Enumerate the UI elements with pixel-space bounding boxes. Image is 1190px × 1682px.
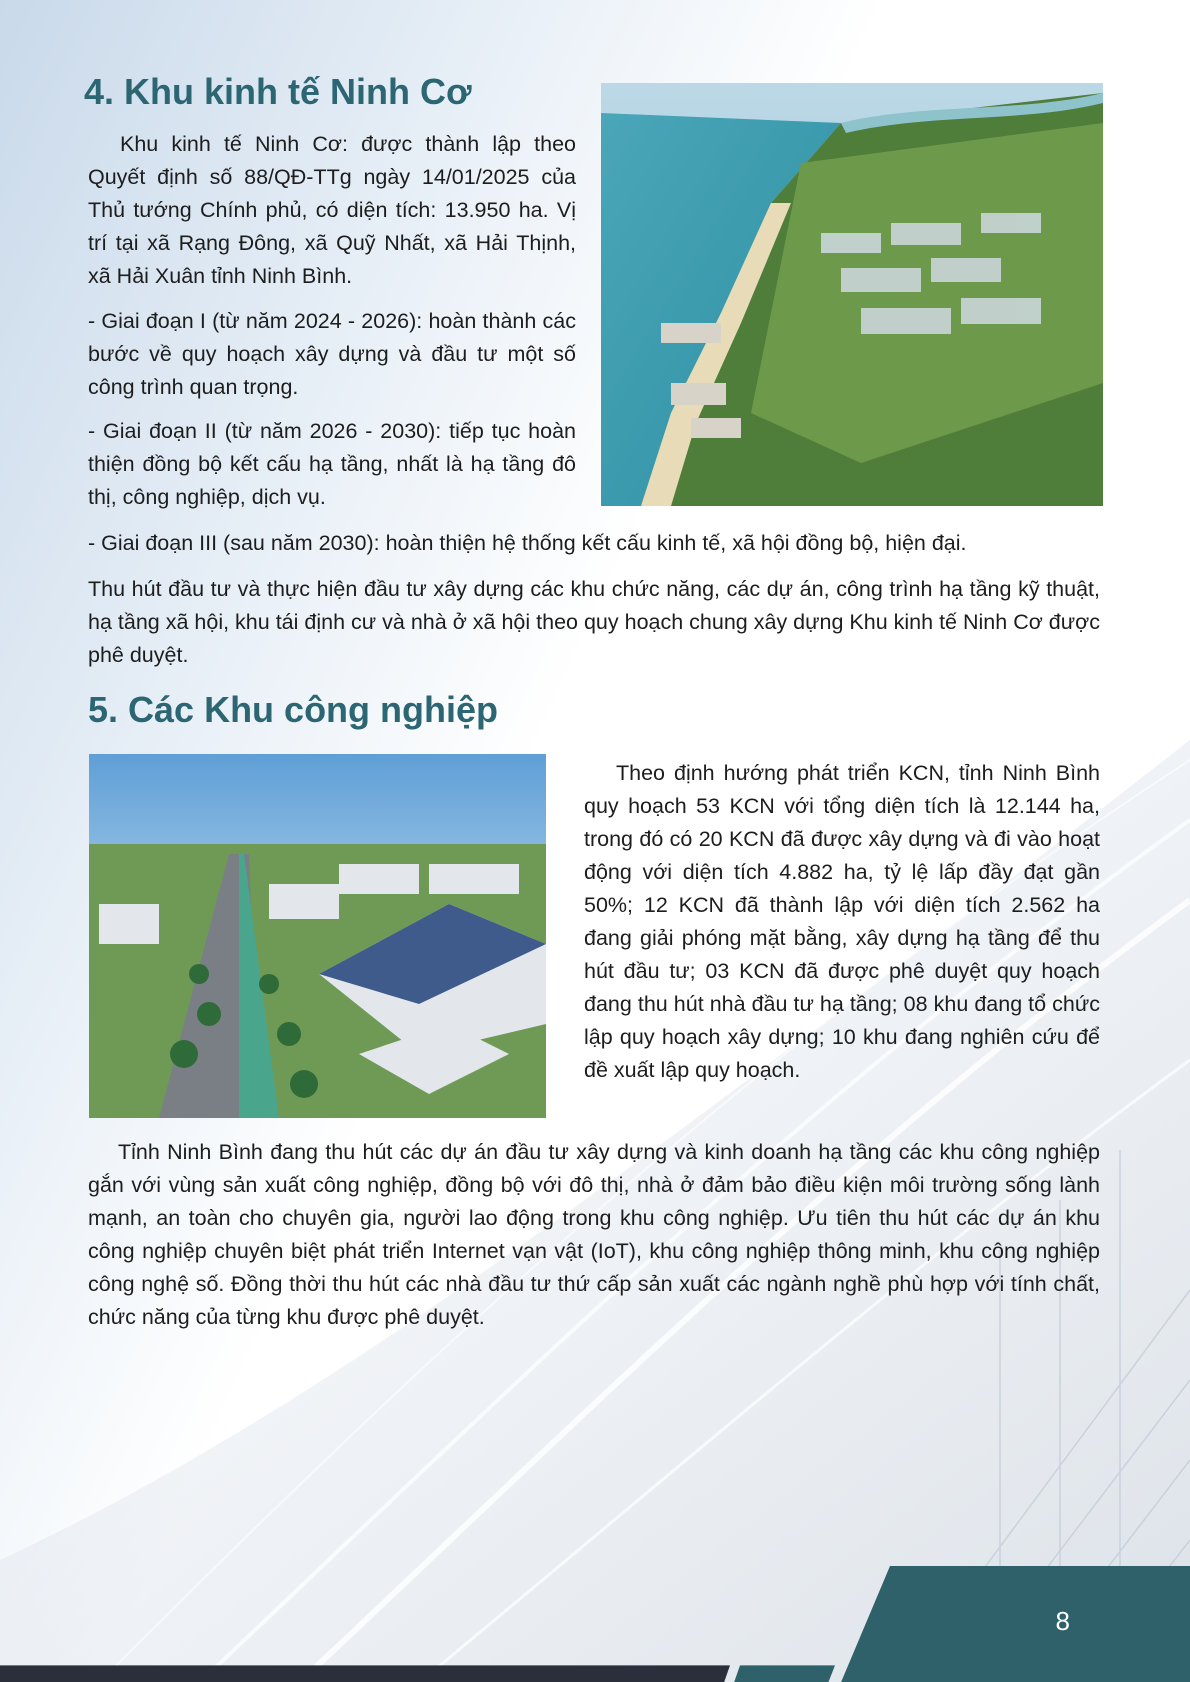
section-5-planning-paragraph: Theo định hướng phát triển KCN, tỉnh Ninh Bình quy hoạch 53 KCN với tổng diện tích là 12.144 ha, trong đó có 20 KCN đã được xây dựng và đi vào hoạt động với diện tích 4.882 ha, tỷ lệ lấp đầy đạt gần 50%; 12 KCN đã thành lập với diện tích 2.562 ha đang giải phóng mặt bằng, xây dựng hạ tầng để thu hút đầu tư; 03 KCN đã được phê duyệt quy hoạch đang thu hút nhà đầu tư hạ tầng; 08 khu đang tổ chức lập quy hoạch xây dựng; 10 khu đang nghiên cứu để đề xuất lập quy hoạch. (584, 761, 1100, 1082)
section-5-heading: 5. Các Khu công nghiệp (88, 689, 499, 730)
section-4-heading: 4. Khu kinh tế Ninh Cơ (84, 71, 472, 112)
section-4-phase-3: - Giai đoạn III (sau năm 2030): hoàn thiện hệ thống kết cấu kinh tế, xã hội đồng bộ, hiện đại. (88, 531, 967, 555)
industrial-park-photo (89, 754, 546, 1118)
ninh-co-aerial-photo (601, 83, 1103, 506)
section-4-intro-paragraph: Khu kinh tế Ninh Cơ: được thành lập theo Quyết định số 88/QĐ-TTg ngày 14/01/2025 của Thủ tướng Chính phủ, có diện tích: 13.950 ha. Vị trí tại xã Rạng Đông, xã Quỹ Nhất, xã Hải Thịnh, xã Hải Xuân tỉnh Ninh Bình. (88, 132, 576, 288)
section-4-phase-1: - Giai đoạn I (từ năm 2024 - 2026): hoàn thành các bước về quy hoạch xây dựng và đầu tư một số công trình quan trọng. (88, 309, 576, 399)
section-5-attract-paragraph: Tỉnh Ninh Bình đang thu hút các dự án đầu tư xây dựng và kinh doanh hạ tầng các khu công nghiệp gắn với vùng sản xuất công nghiệp, đồng bộ với đô thị, nhà ở đảm bảo điều kiện môi trường sống lành mạnh, an toàn cho chuyên gia, người lao động trong khu công nghiệp. Ưu tiên thu hút các dự án khu công nghiệp chuyên biệt phát triển Internet vạn vật (IoT), khu công nghiệp thông minh, khu công nghiệp công nghệ số. Đồng thời thu hút các nhà đầu tư thứ cấp sản xuất các ngành nghề phù hợp với tính chất, chức năng của từng khu được phê duyệt. (88, 1140, 1100, 1329)
page-number: 8 (1055, 1606, 1070, 1636)
section-4-phase-2: - Giai đoạn II (từ năm 2026 - 2030): tiếp tục hoàn thiện đồng bộ kết cấu hạ tầng, nhất là hạ tầng đô thị, công nghiệp, dịch vụ. (88, 419, 576, 509)
section-4-attract-paragraph: Thu hút đầu tư và thực hiện đầu tư xây dựng các khu chức năng, các dự án, công trình hạ tầng kỹ thuật, hạ tầng xã hội, khu tái định cư và nhà ở xã hội theo quy hoạch chung xây dựng Khu kinh tế Ninh Cơ được phê duyệt. (88, 577, 1100, 667)
